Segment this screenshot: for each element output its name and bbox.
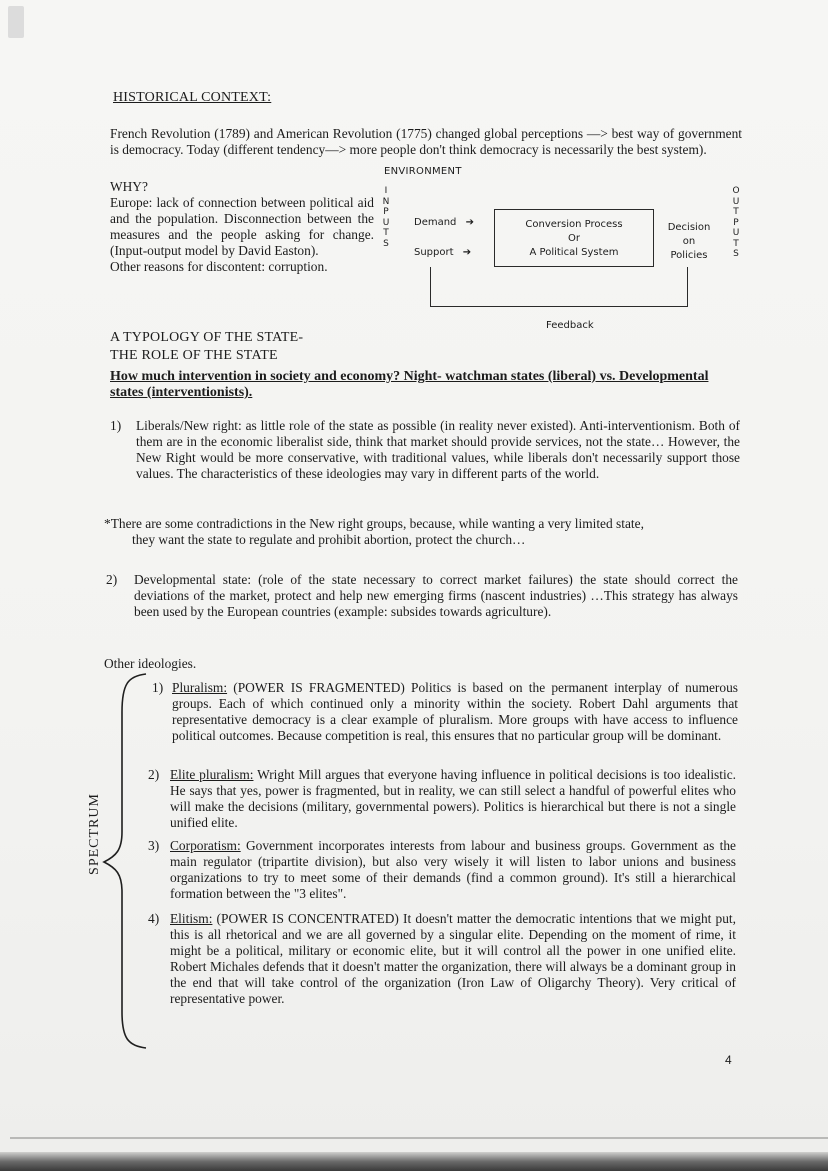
ideology-title: Pluralism: — [172, 680, 228, 695]
inputs-letter: U — [382, 217, 390, 228]
point-developmental: Developmental state: (role of the state necessary to correct market failures) the state should correct the deviations of the market, protect and help new emerging firms (nascent industries) …This strategy has always been used by the European countries (example: subsides towards agriculture). — [134, 572, 738, 619]
intro-paragraph: French Revolution (1789) and American Revolution (1775) changed global perceptions —> best way of government is democracy. Today (different tendency—> more people don't think democracy is necessarily the best system). — [110, 126, 742, 157]
diagram-feedback-label: Feedback — [546, 320, 594, 331]
page-edge-line — [10, 1137, 828, 1139]
outputs-letter: T — [733, 207, 739, 217]
typology-question: How much intervention in society and economy? Night- watchman states (liberal) vs. Developmental states (interventionists). — [110, 369, 709, 400]
why-block — [110, 179, 374, 275]
point-number: 1) — [110, 418, 122, 433]
ideology-number: 4) — [148, 911, 160, 926]
typology-line-1: A TYPOLOGY OF THE STATE- — [110, 330, 304, 345]
outputs-letter: U — [732, 196, 740, 207]
feedback-line-right — [687, 267, 688, 307]
ideology-text: Wright Mill argues that everyone having influence in political decisions is too idealistic. He says that yes, power is fragmented, but in reality, we can still select a handful of powerful elites who will make the decisions (military, governmental powers). Politics is hierarchical but there is not a single unified elite. — [170, 767, 737, 830]
diagram-outputs-vertical-label — [730, 186, 742, 260]
outputs-letter: U — [732, 228, 740, 238]
ideology-title: Elite pluralism: — [170, 767, 254, 782]
decision-line-1: Decision — [667, 222, 711, 233]
diagram-environment-label: ENVIRONMENT — [384, 166, 462, 177]
ideology-pluralism — [172, 680, 738, 744]
note-first-line: *There are some contradictions in the New right groups, because, while wanting a very limited state, — [104, 516, 644, 531]
scan-bottom-shadow — [0, 1152, 828, 1171]
outputs-letter: S — [733, 249, 739, 259]
section-heading: HISTORICAL CONTEXT: — [113, 90, 272, 105]
support-label: Support — [414, 247, 454, 258]
demand-label: Demand — [414, 217, 457, 228]
ideology-corporatism — [170, 838, 736, 902]
ideology-number: 1) — [152, 680, 164, 695]
note-rest: they want the state to regulate and prohibit abortion, protect the church… — [132, 532, 526, 547]
ideology-elitism — [170, 911, 736, 1007]
point-liberals: Liberals/New right: as little role of the state as possible (in reality never existed). Anti-interventionism. Both of them are in the economic liberalist side, think that market should provide services, not the state… However, the New Right would be more conservative, with traditional values, while liberals don't necessarily support those values. The characteristics of these ideologies may vary in different parts of the world. — [136, 418, 740, 481]
diagram-decision — [663, 221, 715, 263]
diagram-conversion-box — [494, 209, 654, 267]
diagram-inputs-vertical-label — [380, 186, 392, 249]
other-ideologies-label: Other ideologies. — [104, 656, 197, 671]
arrow-right-icon: ➔ — [462, 247, 472, 258]
ideology-title: Corporatism: — [170, 838, 241, 853]
spectrum-brace — [100, 672, 150, 1052]
feedback-line-left — [430, 267, 431, 307]
inputs-letter: I — [384, 186, 388, 196]
outputs-letter: P — [733, 217, 739, 228]
why-europe: Europe: lack of connection between political aid and the population. Disconnection between the measures and the people asking for change. (Input-output model by David Easton). — [110, 195, 374, 258]
feedback-line-bottom — [430, 306, 688, 307]
ideology-number: 3) — [148, 838, 160, 853]
why-other-reasons: Other reasons for discontent: corruption. — [110, 259, 328, 274]
point-number: 2) — [106, 572, 118, 587]
arrow-right-icon: ➔ — [465, 217, 474, 228]
conversion-line-3: A Political System — [529, 247, 619, 258]
ideology-elite-pluralism — [170, 767, 736, 831]
conversion-line-2: Or — [568, 233, 580, 244]
ideology-text: (POWER IS FRAGMENTED) Politics is based on the permanent interplay of numerous groups. Each of which continued only a minority within the society. Robert Dahl arguments that representative democracy is a clear example of pluralism. More groups with have access to influence political outcomes. Because competition is real, this ensures that no particular group will be dominant. — [172, 680, 738, 743]
outputs-letter: O — [732, 186, 740, 196]
new-right-note — [104, 516, 740, 548]
conversion-line-1: Conversion Process — [525, 219, 623, 230]
inputs-letter: N — [382, 196, 390, 207]
ideology-text: (POWER IS CONCENTRATED) It doesn't matter the democratic intentions that we might put, this is all rhetorical and we are all governed by a singular elite. Depending on the moment of rime, it might be a political, military or economic elite, but it will control all the power in one unified elite. Robert Michales defends that it doesn't matter the organization, there will always be a dominant group in the end that will take control of the organization (Iron Law of Oligarchy Theory). Very critical of representative power. — [170, 911, 736, 1006]
typology-line-2: THE ROLE OF THE STATE — [110, 348, 278, 363]
scan-corner-mark — [8, 6, 24, 38]
typology-heading — [110, 329, 303, 365]
spectrum-label: SPECTRUM — [87, 793, 102, 875]
why-label: WHY? — [110, 179, 148, 194]
diagram-support — [414, 247, 471, 258]
outputs-letter: T — [733, 238, 739, 249]
inputs-letter: P — [383, 207, 389, 217]
ideology-title: Elitism: — [170, 911, 213, 926]
diagram-demand — [414, 217, 474, 228]
inputs-letter: S — [383, 238, 389, 249]
ideology-number: 2) — [148, 767, 160, 782]
inputs-letter: T — [383, 228, 389, 238]
decision-line-3: Policies — [670, 250, 708, 261]
decision-line-2: on — [682, 236, 696, 247]
page-number: 4 — [725, 1053, 732, 1067]
ideology-text: Government incorporates interests from labour and business groups. Government as the main regulator (tripartite division), but also very wisely it will listen to labor unions and business organizations to try to meet some of their demands (find a common ground). It's still a hierarchical formation between the "3 elites". — [170, 838, 736, 901]
